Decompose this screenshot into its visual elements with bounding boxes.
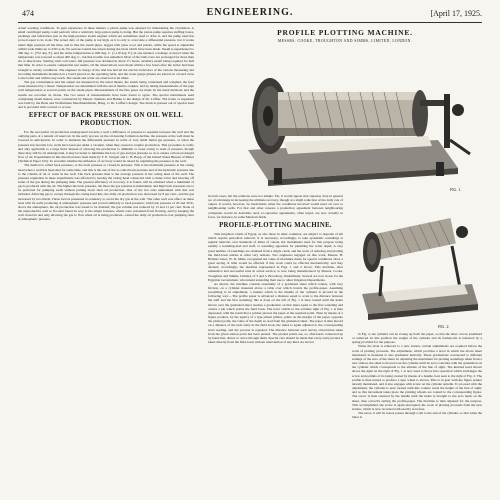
header-rule [18, 22, 482, 23]
figure-2-machine-photo [352, 196, 482, 324]
right-column [352, 332, 482, 496]
figure-2-caption: FIG. 2. [438, 324, 450, 329]
journal-page [18, 6, 482, 496]
page-header [18, 6, 482, 20]
middle-column [208, 194, 343, 496]
article-subtitle: MESSRS. COOKE, TROUGHTON AND SIMMS, LIMITED, LONDON. [277, 39, 413, 43]
body-paragraph: in Fig. 2, the cylinder can be swung up from the paper, so that the latter can be examined or removed. In this position the weight of the cylinder and its framework is balanced by a spring provided for the purpose. [352, 332, 482, 345]
body-paragraph: The gas consumption and the output are measured by the usual means, the steam being condensed and weighed, the feed water measured by a meter. Temperatures are determined with the aid of thermo-couples, and by taking measurements of the pipe wall temperatures at several points on the steam pipes. Measurements of the flue gases are made by the usual methods, and the results are recorded on charts. The two series of measurements have been found to agree. The special instruments used comprising steam meters, were constructed by Messrs. Siemens and Halske to the design of Dr. Löffler. The boiler or superheat was built by the Benz and Wolfermann Maschinenfabrik, Brieg, to Dr. Löffler's design. The drum is pressed out of special steel and is provided with covered or access. [18, 80, 194, 109]
section-title-profile-plotting: PROFILE-PLOTTING MACHINE. [219, 221, 332, 229]
body-paragraph: For the successful oil production underground towards a well a difference of pressure is requisite between the well and the outlying parts of a natural oil reservoir. In the early process on the oil-bearing formation decline, the pressure at the well must be lowered in anticipation. In order to maintain the differential pressure in wells of very small initial gas pressure, or when the pressure has become low, wells have been put under a vacuum, when they ceased to require production. This procedure is costly and only applicable to a large field. Instead of allowing the production to diminish or cease owing to want of pressure, though there may still be oil underground, it may be better to minimise the loss of gas and gas pressure so as to ensure a more prolonged flow of oil. Experiments in this direction have been made by T. E. Swigart and C. B. Bopp, of the United States Bureau of Mines (Technical Paper 325). To ascertain whether the influence of recovery would be raised by regulating the pressure at the well. [18, 130, 194, 164]
body-paragraph: The zeros, it will be noted, passes through a rail to the end of the cylinder, so that when the latter is [352, 410, 482, 420]
figure-1-caption: FIG. 1. [450, 187, 462, 192]
journal-title: ENGINEERING. [206, 7, 294, 18]
left-column [18, 26, 194, 496]
body-paragraph: When the level is removed to a new station, certain adjustments are required before the work of plotting proceeds. The adjustment, which provides a level in which the above sheet mentioned is mounted is also graduated helically. These graduations correspond to different settings of the zero of the sheet. In adjusting the instrument for plotting soundings taken from a new station, the sheet is moved over the cylinder until its zero coincides with the graduation on the cylinder which corresponds to the altitude of the line of sight. The knurled head shown above the sight on the right of Fig. 1 is now used to throw into operation which exchanges the screw and permits of its being rotated by means of a handle, best seen to the right of Fig. 2. The profile is then turned to produce a spur wheel is shown. This is in gear with the figure printer already mentioned, and it also engages with screw on the cylinder spindle. To proceed with the adjustment, the cylinder is next rotated until this counter reads the height of the line of sight; and as this movement takes place the printing wheels are rotated to the corresponding figure. The screw is then released by the handle until the index is brought to the zero mark on the sheet, thus correctly setting the profile-paper. The machine is then adjusted for the purpose. This accomplished, the screw is again uncoupled, the work of plotting proceeds from the new station, which is now recorded with exactly as before. [352, 344, 482, 411]
body-paragraph: The method is called back pressure, or the back pressure or closed-in pressure. This is the maximum pressure at the casing head when a well has been shut for some time, and this is the one of the so-called back pressure and of the hydraulic pressure due to the column of oil or water in the well. The back pressure then is the average pressure at the casing head of the well. The pressure regulation in these experiments was effected by leaving the casing head connected with a choke valve and blowing off some of the gas during the pumping time. The greatest efficiency of recovery, it is found, will be obtained when a minimum of gas is produced with the oil. The higher the back pressure, the more the gas pressure is maintained, and high back pressures are to be preferred for pumping wells without putting down their oil production. One of the two tests undertaken with this was included. Allowing gas to escape through the casing head line, the daily oil production was decreased by 8 per cent., and the gas increased by two-thirds. Those factors presented no tendency to avoid the dry gas in the well. The other well was effect on these tests with its wells producing at atmospheric pressure and proved similarly to back pressure; with back pressure of 20 and 30 lb. above the atmosphere, the oil production was found to be doubled; the gas volume was reduced by 15 and 11 per cent. None of the unproductive well so flooded found its way to the ample bonuses, which were prevented from flowing, and by keeping the well closed in and only allowing the gas to flow when oil is being produced—raised the daily oil production over pumping rates at atmospheric pressure. [18, 163, 194, 222]
section-title-back-pressure: EFFECT OF BACK PRESSURE ON OIL WELL PRODUCTION. [28, 112, 184, 128]
body-paragraph: in both cases; but the relations were not simple. Yet, it would appear that stepwise drop in general we of advantage in increasing the ultimate recovery, though at a slight reduction of the daily rate of output. It would, however, be inadvisable when the conditions involved would need oil over to neighbouring wells. For that and other reasons a production agreement between neighbouring companies would be desirable; such co-operative agreements, often urged, are now actually in force, for instance, in some Mexican fields. [208, 194, 343, 219]
body-paragraph: As shown, the machine consists essentially of a graduated sheet which rotates, with very friction, on a cylinder mounted above a table over which travels the profile-paper. Assuming everything is in adjustment, a marker which is the middle of the cylinder is pivoted in the following way:—The profile paper is advanced a distance equal to scale to the distance between the staff and the first sounding; this is done on the left of Fig. 1 is then rotated until the index moves over the graduated sheet reaches a graduation on that sheet equal to the first sounding and carries a pin which pricks the field book. The lever visible to the extreme right of Fig. 1 is then depressed, with the result that a pricker pierces the paper at the required point. Then by means of a figure produce, by the agency of a type-wheel pillion, prints on the margin of the paper, opposite the plotted point, the value of the depth as read from the graduated sheet. The paper is then moved on a distance of the next entry in the field book, the index is again adjusted to the corresponding level reading, and the process is repeated. The distance between each survey observation taken from the given station point has been plotted. The plotted points are, so, afterwards connected up by hand-line, drawn or curve through them. Special care should be made that every entry plotted is taken directly from the field-book without intervention of any kind. As shown [208, 281, 343, 344]
body-paragraph: actual working conditions. To gain experience in these matters a piston pump was adopted for maintaining the circulation. A small centrifugal pump could perform what a relatively large piston pump is doing. But the piston pump requires stuffing boxes, packings and lubrication just as the high-pressure steam engines which are sometimes used to drive it, and the pump used has proved equal to its work. The actual duty of the pump is not high, as it is only to overcome a differential pressure, but it works under high pressure all the time, and in like the steam pipes, lagged with glass wool and plaster, while the speed is adjustable within wide limits up to 230 r.p.m. No serious trouble has arisen during the trials which have been made. Steam is superheated to 400 deg. C. (752 deg. F.), and the dome temperatures to 600 deg. C. (1,110 deg. F.); in one instance a leakage occurred when the temperature was lowered to about 400 deg. C., but that trouble was remedied. Most of the trials were not prolonged for more than six or nine hours. Starting with cold water, full pressure was obtained in about 1½ hours, auxiliary steam being required for half that time. In order to ensure comparable test results, all the observations were made within a few hours after the boiler had been brought to steady conditions. The engineer in charge of the trial has had all the electric indicators of the various measuring and recording instruments mounted on a board placed on the operating table, and the water gauge glasses are placed on a board close to the boiler and within easy reach. The steam and water are observed at all times. [18, 26, 194, 80]
figure-1-machine-photo [208, 50, 482, 188]
issue-date: [April 17, 1925. [430, 9, 482, 18]
body-paragraph: This irrigation canals of Egypt, as also those in other countries, are subject to deposits of silt which require periodical removal. It is necessary, accordingly, to take systematic soundings at regular intervals over hundreds of miles of canals, the instruments used for this purpose being usually a sounding-lead and staff, or sounding apparatus for plumbing the water depth. A very great number of soundings are obtained from a single canal, and the work of reducing and plotting the field-book entries is often very tedious. Two engineers engaged on this work, Messrs. H. Holmes Jones, W. D. Miles, recognised the value of machines made for special conditions cited, a great saving of time would be effected if this work could be effected mechanically, and they devised, accordingly, the machine represented in Figs. 1 and 2 above. This machine, after exhaustive and successful tests in actual service, is now being manufactured by Messrs. Cooke, Troughton and Simms, Limited, of 3 and 5, Broadway, Westminster. Several are now in use for the Egyptian Government, who intend extending their use to other Irrigation Departments. [208, 231, 343, 282]
article-title: PROFILE PLOTTING MACHINE. [277, 28, 413, 37]
page-number: 474 [22, 9, 34, 18]
